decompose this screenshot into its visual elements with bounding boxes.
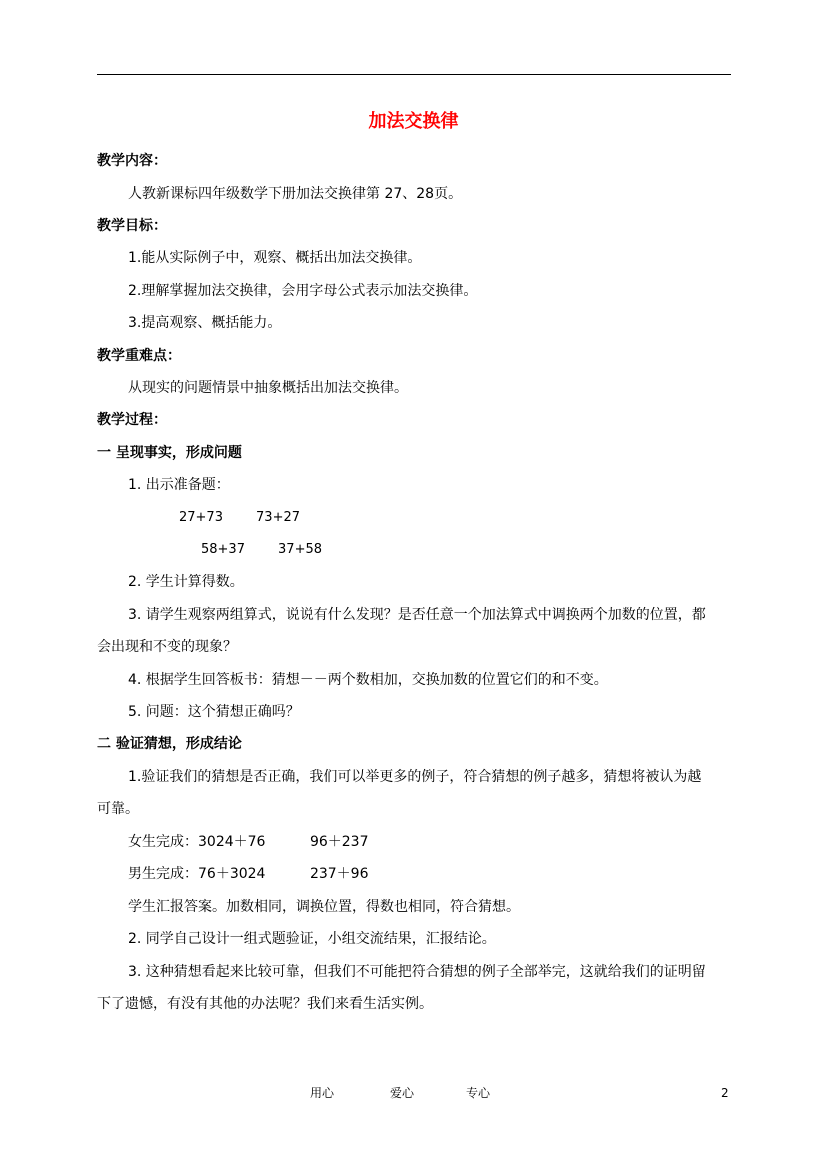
step-2-2: 2. 同学自己设计一组式题验证，小组交流结果，汇报结论。 [128,931,496,947]
formula-row-1: 27+73 73+27 [179,510,301,525]
section-heading-key-points: 教学重难点： [97,348,181,364]
part-one-heading: 一 呈现事实，形成问题 [97,445,242,461]
goal-2: 2.理解掌握加法交换律，会用字母公式表示加法交换律。 [128,283,478,299]
step-2-3-cont: 下了遗憾，有没有其他的办法呢？我们来看生活实例。 [97,996,433,1012]
content-text: 人教新课标四年级数学下册加法交换律第 27、28页。 [128,186,463,202]
key-points-text: 从现实的问题情景中抽象概括出加法交换律。 [128,380,408,396]
step-2-1-cont: 可靠。 [97,801,139,817]
goal-1: 1.能从实际例子中，观察、概括出加法交换律。 [128,250,422,266]
section-heading-process: 教学过程： [97,412,167,428]
student-report: 学生汇报答案。加数相同，调换位置，得数也相同，符合猜想。 [128,899,520,915]
header-rule [97,74,731,75]
step-1-4: 4. 根据学生回答板书：猜想－－两个数相加，交换加数的位置它们的和不变。 [128,672,608,688]
girls-exercise: 女生完成：3024＋76 96＋237 [128,834,369,850]
footer-word-2: 爱心 [390,1086,415,1100]
step-2-1: 1.验证我们的猜想是否正确，我们可以举更多的例子，符合猜想的例子越多，猜想将被认为越 [128,769,702,785]
part-two-heading: 二 验证猜想，形成结论 [97,736,242,752]
boys-exercise: 男生完成：76＋3024 237＋96 [128,866,369,882]
page-number: 2 [721,1086,729,1100]
step-1-5: 5. 问题：这个猜想正确吗？ [128,704,300,720]
section-heading-content: 教学内容： [97,153,167,169]
formula-row-2: 58+37 37+58 [201,542,323,557]
step-1-3-cont: 会出现和不变的现象？ [97,639,237,655]
step-1-1: 1. 出示准备题： [128,477,230,493]
footer-word-3: 专心 [466,1086,491,1100]
footer-word-1: 用心 [310,1086,335,1100]
document-title: 加法交换律 [368,111,459,132]
goal-3: 3.提高观察、概括能力。 [128,315,282,331]
step-1-3: 3. 请学生观察两组算式，说说有什么发现？是否任意一个加法算式中调换两个加数的位置，都 [128,607,706,623]
step-2-3: 3. 这种猜想看起来比较可靠，但我们不可能把符合猜想的例子全部举完，这就给我们的证明留 [128,964,706,980]
section-heading-goals: 教学目标： [97,218,167,234]
step-1-2: 2. 学生计算得数。 [128,574,244,590]
